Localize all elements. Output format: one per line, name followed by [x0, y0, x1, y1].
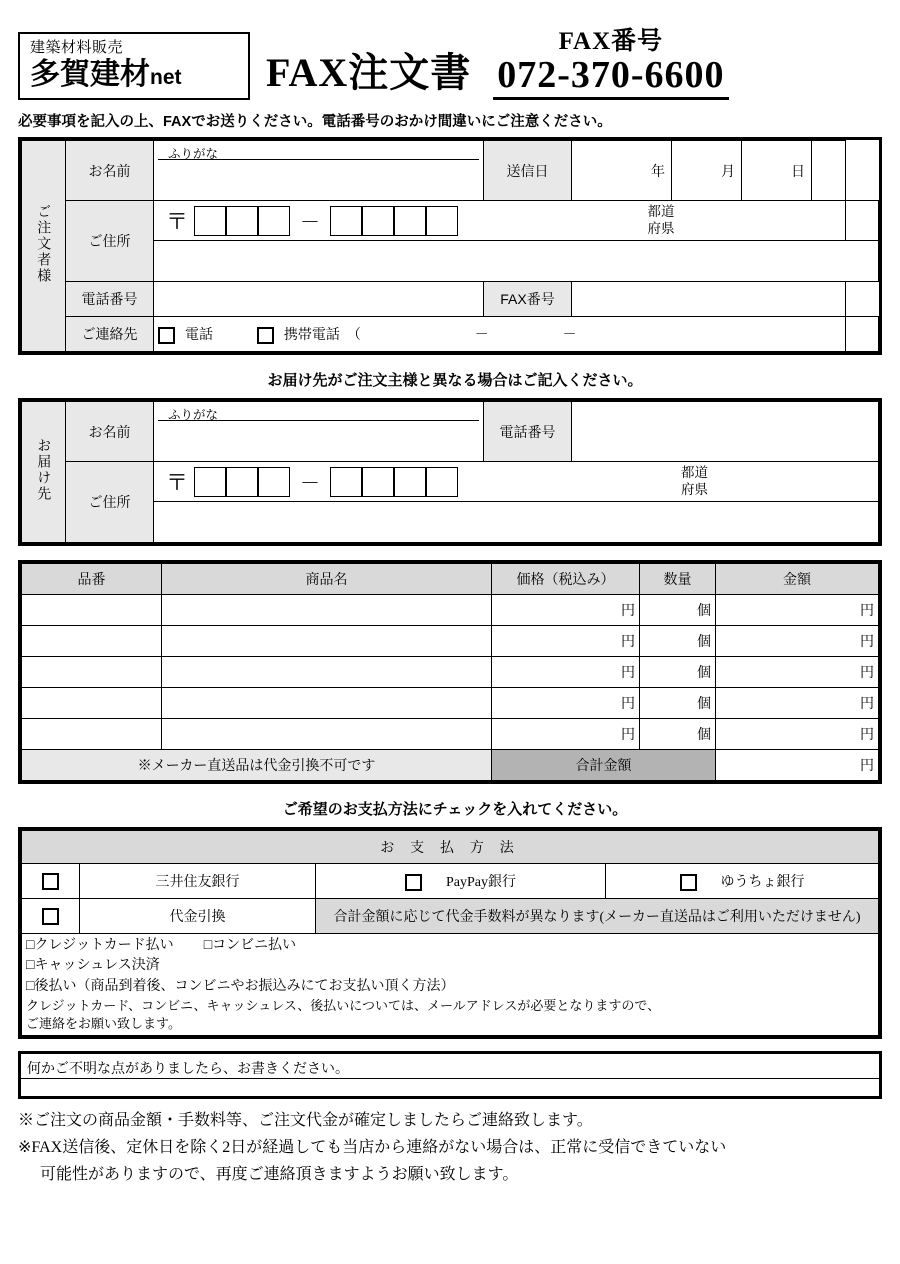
orderer-side-label [22, 141, 66, 352]
col-header-name: 商品名 [162, 564, 492, 595]
product-name-input[interactable] [162, 626, 492, 657]
payment-extra-note-2: ご連絡をお願い致します。 [26, 1016, 181, 1032]
fax-number-block [493, 29, 728, 100]
product-name-input[interactable] [162, 657, 492, 688]
payment-instruction: ご希望のお支払方法にチェックを入れてください。 [282, 801, 628, 818]
delivery-postal-row [154, 462, 879, 502]
payment-extra-line-1 [26, 936, 874, 956]
orderer-fax-label: FAX番号 [484, 282, 572, 317]
table-row [22, 688, 879, 719]
product-code-input[interactable] [22, 688, 162, 719]
product-code-input[interactable] [22, 595, 162, 626]
logo-name-text: 多賀建材 [30, 57, 150, 91]
col-header-qty: 数量 [640, 564, 716, 595]
payment-checkbox-bank1[interactable] [22, 864, 80, 899]
delivery-tel-label: 電話番号 [484, 402, 572, 462]
product-qty-input[interactable]: 個 [640, 688, 716, 719]
col-header-code: 品番 [22, 564, 162, 595]
page-title: FAX注文書 [266, 50, 472, 95]
delivery-furigana-label: ふりがな [158, 404, 479, 421]
send-date-day[interactable]: 日 [742, 141, 812, 201]
delivery-address-label: ご住所 [66, 462, 154, 543]
checkbox-icon[interactable] [42, 873, 59, 890]
postal-box[interactable] [226, 467, 258, 497]
contact-option-mobile[interactable] [257, 324, 361, 344]
product-amount-input[interactable]: 円 [716, 595, 879, 626]
footnote-3: 可能性がありますので、再度ご連絡頂きますようお願い致します。 [40, 1165, 519, 1183]
todofuken-line-1: 都道 [647, 203, 675, 219]
orderer-address-input[interactable] [154, 241, 879, 282]
product-code-input[interactable] [22, 657, 162, 688]
col-header-price: 価格（税込み） [492, 564, 640, 595]
logo-tagline: 建築材料販売 [30, 39, 124, 56]
product-amount-input[interactable]: 円 [716, 688, 879, 719]
checkbox-icon[interactable] [158, 327, 175, 344]
delivery-name-field[interactable] [154, 402, 484, 462]
product-code-input[interactable] [22, 719, 162, 750]
table-row [22, 934, 879, 1036]
orderer-name-label: お名前 [66, 141, 154, 201]
payment-option-bank3[interactable] [606, 864, 879, 899]
orderer-postal-code[interactable] [154, 201, 458, 240]
product-qty-input[interactable]: 個 [640, 657, 716, 688]
payment-option-bank2[interactable] [316, 864, 606, 899]
payment-option-bank2-label: PayPay銀行 [446, 874, 516, 890]
orderer-todofuken [648, 204, 675, 238]
product-qty-input[interactable]: 個 [640, 626, 716, 657]
postal-dash: － [300, 473, 321, 495]
postal-mark-icon: 〒 [166, 209, 189, 234]
product-price-input[interactable]: 円 [492, 595, 640, 626]
orderer-postal-spacer [845, 201, 879, 241]
delivery-side-label [22, 402, 66, 543]
product-name-input[interactable] [162, 719, 492, 750]
orderer-side-label-text: ご注文者様 [36, 204, 53, 285]
footnotes [18, 1109, 882, 1187]
table-header-row [22, 831, 879, 864]
delivery-todofuken [681, 465, 708, 499]
send-date-month[interactable]: 月 [672, 141, 742, 201]
delivery-postal-code[interactable] [154, 462, 458, 501]
postal-box[interactable] [426, 206, 458, 236]
payment-section [18, 827, 882, 1039]
orderer-tel-label: 電話番号 [66, 282, 154, 317]
product-code-input[interactable] [22, 626, 162, 657]
payment-option-bank1: 三井住友銀行 [80, 864, 316, 899]
postal-box[interactable] [394, 206, 426, 236]
product-price-input[interactable]: 円 [492, 657, 640, 688]
payment-table [21, 830, 879, 1036]
total-label: 合計金額 [492, 750, 716, 781]
todofuken-line-1: 都道 [681, 464, 708, 480]
table-row [22, 626, 879, 657]
table-row [22, 595, 879, 626]
product-price-input[interactable]: 円 [492, 688, 640, 719]
table-row [22, 657, 879, 688]
orderer-contact-options [154, 317, 846, 352]
logo-name-suffix: net [150, 65, 182, 89]
contact-dash-1: － [474, 326, 489, 342]
table-row [22, 317, 879, 352]
product-amount-input[interactable]: 円 [716, 626, 879, 657]
contact-dash-2: － [562, 326, 577, 342]
send-date-year[interactable]: 年 [572, 141, 672, 201]
postal-box[interactable] [362, 206, 394, 236]
contact-option-mobile-label: 携帯電話 （ [283, 326, 361, 342]
orderer-contact-label: ご連絡先 [66, 317, 154, 352]
postal-dash: － [300, 212, 321, 234]
table-row [22, 282, 879, 317]
product-price-input[interactable]: 円 [492, 719, 640, 750]
payment-option-cod: 代金引換 [80, 899, 316, 934]
footnote-2: ※FAX送信後、定休日を除く2日が経過しても当店から連絡がない場合は、正常に受信できていない [18, 1139, 727, 1157]
postal-box[interactable] [194, 467, 226, 497]
table-footer-row [22, 750, 879, 781]
checkbox-icon[interactable] [257, 327, 274, 344]
logo-name [30, 58, 238, 93]
orderer-fax-input[interactable] [572, 282, 846, 317]
checkbox-icon[interactable] [405, 874, 422, 891]
product-qty-input[interactable]: 個 [640, 719, 716, 750]
table-row [22, 402, 879, 462]
orderer-name-field[interactable] [154, 141, 484, 201]
contact-option-phone-label: 電話 [185, 326, 213, 342]
delivery-tel-input[interactable] [572, 402, 879, 462]
postal-mark-icon: 〒 [166, 470, 189, 495]
company-logo [18, 32, 250, 100]
orderer-furigana-label: ふりがな [158, 143, 479, 160]
maker-direct-note: ※メーカー直送品は代金引換不可です [22, 750, 492, 781]
fax-number-value: 072-370-6600 [493, 56, 728, 100]
footnote-1: ※ご注文の商品金額・手数料等、ご注文代金が確定しましたらご連絡致します。 [18, 1112, 593, 1130]
payment-extra-credit[interactable]: □クレジットカード払い [26, 938, 174, 953]
payment-extra-note-1: クレジットカード、コンビニ、キャッシュレス、後払いについては、メールアドレスが必要となりますので、 [26, 997, 661, 1013]
postal-box[interactable] [194, 206, 226, 236]
remarks-section[interactable] [18, 1051, 882, 1099]
orderer-postal-row [154, 201, 846, 241]
postal-box[interactable] [362, 467, 394, 497]
delivery-address-input[interactable] [154, 502, 879, 543]
payment-option-bank3-label: ゆうちょ銀行 [720, 874, 805, 890]
total-amount-input[interactable]: 円 [716, 750, 879, 781]
send-date-label: 送信日 [484, 141, 572, 201]
delivery-instruction: お届け先がご注文主様と異なる場合はご記入ください。 [267, 372, 643, 389]
products-section [18, 560, 882, 784]
table-row [22, 864, 879, 899]
checkbox-icon[interactable] [42, 908, 59, 925]
todofuken-line-2: 府県 [647, 220, 675, 236]
table-row [22, 141, 879, 201]
table-row [22, 719, 879, 750]
postal-box[interactable] [330, 467, 362, 497]
delivery-section [18, 398, 882, 546]
fax-number-label: FAX番号 [558, 28, 664, 56]
payment-extra-konbini[interactable]: □コンビニ払い [203, 938, 297, 953]
product-amount-input[interactable]: 円 [716, 719, 879, 750]
page-header [0, 0, 900, 100]
postal-box[interactable] [330, 206, 362, 236]
product-price-input[interactable]: 円 [492, 626, 640, 657]
delivery-side-label-text: お届け先 [36, 438, 53, 503]
product-amount-input[interactable]: 円 [716, 657, 879, 688]
table-header-row [22, 564, 879, 595]
product-qty-input[interactable]: 個 [640, 595, 716, 626]
payment-title: お 支 払 方 法 [22, 831, 879, 864]
contact-option-phone[interactable] [158, 324, 213, 344]
payment-extra-atobarai[interactable]: □後払い（商品到着後、コンビニやお振込みにてお支払い頂く方法） [26, 978, 455, 994]
orderer-table [21, 140, 879, 352]
products-table [21, 563, 879, 781]
product-name-input[interactable] [162, 688, 492, 719]
payment-checkbox-cod[interactable] [22, 899, 80, 934]
payment-cod-note: 合計金額に応じて代金手数料が異なります(メーカー直送品はご利用いただけません) [316, 899, 879, 934]
send-date-spacer [812, 141, 846, 201]
orderer-contact-spacer [845, 317, 879, 352]
orderer-section [18, 137, 882, 355]
postal-box[interactable] [258, 467, 290, 497]
delivery-table [21, 401, 879, 543]
postal-box[interactable] [226, 206, 258, 236]
postal-box[interactable] [258, 206, 290, 236]
postal-box[interactable] [426, 467, 458, 497]
remarks-label: 何かご不明な点がありましたら、お書きください。 [21, 1054, 879, 1079]
payment-extra-options [22, 934, 879, 1036]
payment-extra-cashless[interactable]: □キャッシュレス決済 [26, 958, 160, 974]
product-name-input[interactable] [162, 595, 492, 626]
table-row [22, 462, 879, 502]
delivery-name-label: お名前 [66, 402, 154, 462]
todofuken-line-2: 府県 [681, 481, 708, 497]
orderer-name-input[interactable] [158, 160, 479, 198]
col-header-amount: 金額 [716, 564, 879, 595]
checkbox-icon[interactable] [680, 874, 697, 891]
postal-box[interactable] [394, 467, 426, 497]
table-row [22, 899, 879, 934]
top-instruction: 必要事項を記入の上、FAXでお送りください。電話番号のおかけ間違いにご注意ください。 [18, 114, 612, 130]
table-row [22, 201, 879, 241]
delivery-name-input[interactable] [158, 421, 479, 459]
orderer-address-label: ご住所 [66, 201, 154, 282]
orderer-tel-input[interactable] [154, 282, 484, 317]
